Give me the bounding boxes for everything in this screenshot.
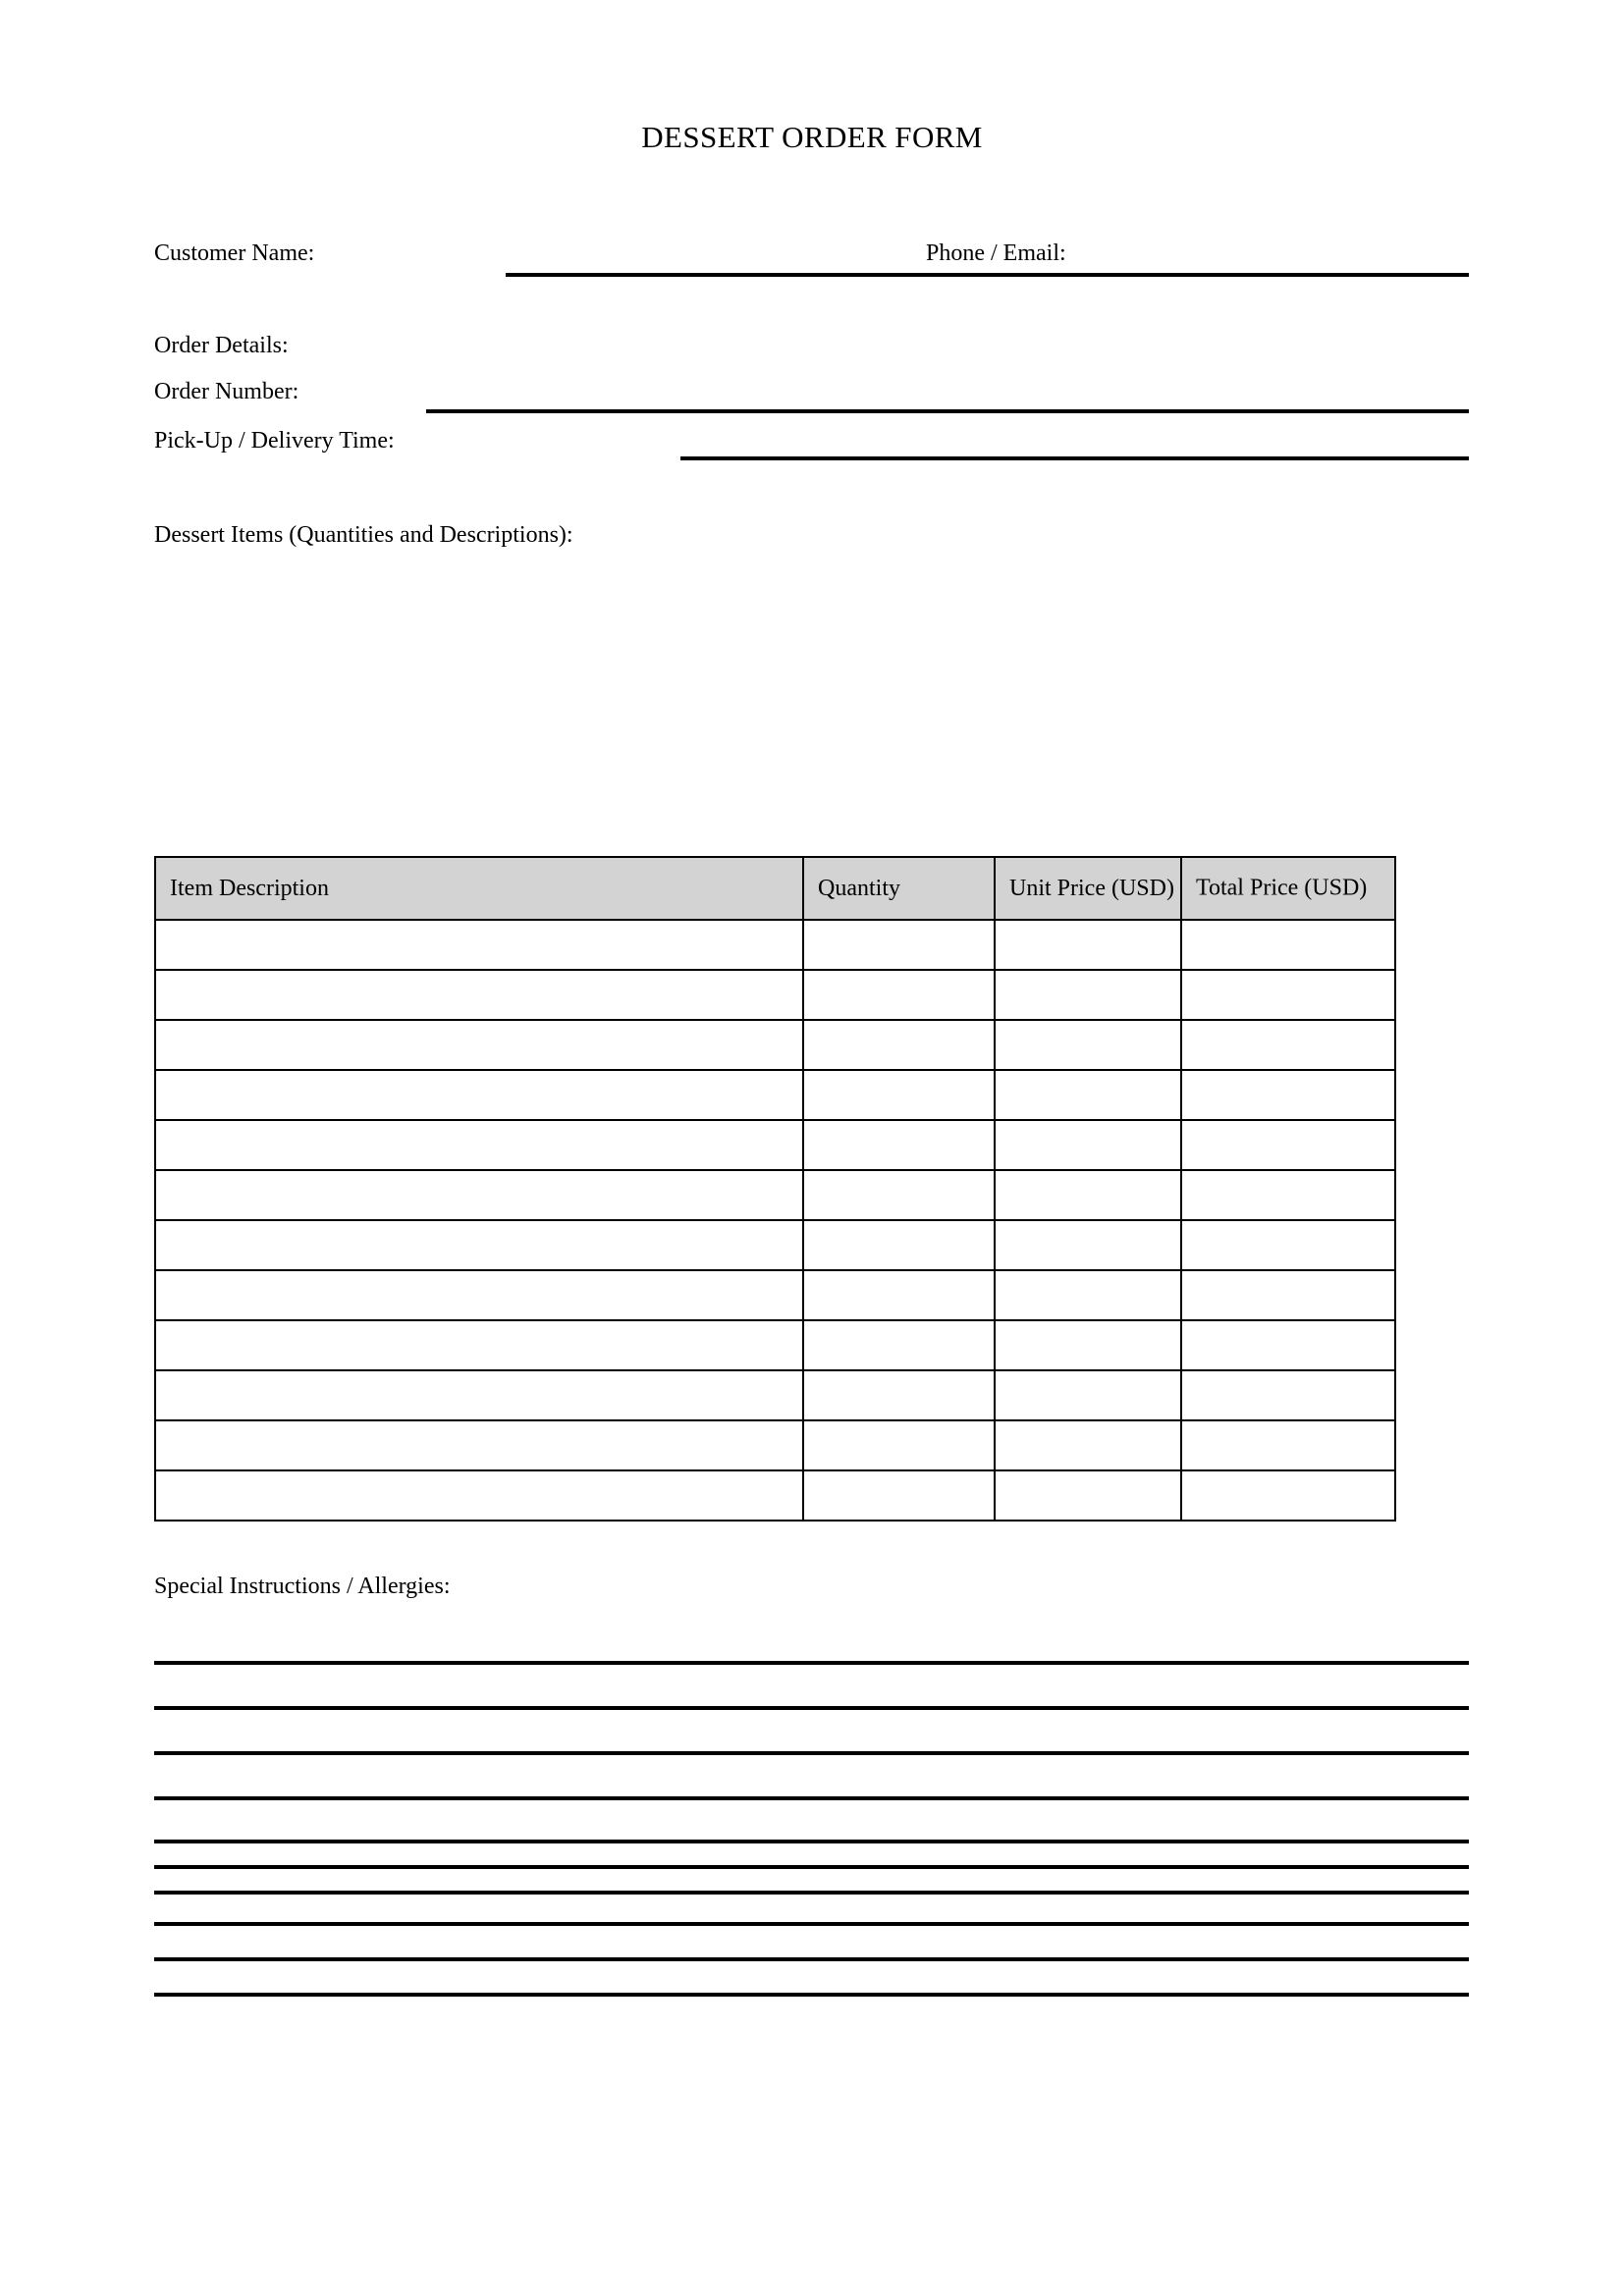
table-body [155, 920, 1395, 1521]
table-row [155, 1020, 1395, 1070]
cell-total-price[interactable] [1181, 1320, 1395, 1370]
cell-item-description[interactable] [155, 1220, 803, 1270]
column-header-unit-price-label: Unit Price (USD) [1009, 875, 1174, 901]
table-row [155, 1220, 1395, 1270]
cell-total-price[interactable] [1181, 1370, 1395, 1420]
cell-quantity[interactable] [803, 1270, 995, 1320]
table-row [155, 1320, 1395, 1370]
write-line[interactable] [154, 1865, 1469, 1869]
cell-item-description[interactable] [155, 1370, 803, 1420]
table-row [155, 1420, 1395, 1470]
cell-quantity[interactable] [803, 1170, 995, 1220]
cell-quantity[interactable] [803, 1220, 995, 1270]
cell-item-description[interactable] [155, 1170, 803, 1220]
cell-quantity[interactable] [803, 1070, 995, 1120]
cell-unit-price[interactable] [995, 1270, 1181, 1320]
cell-total-price[interactable] [1181, 1170, 1395, 1220]
cell-unit-price[interactable] [995, 1170, 1181, 1220]
cell-item-description[interactable] [155, 1020, 803, 1070]
special-instructions-label: Special Instructions / Allergies: [154, 1574, 451, 1599]
cell-unit-price[interactable] [995, 1120, 1181, 1170]
cell-unit-price[interactable] [995, 1020, 1181, 1070]
order-number-input-line[interactable] [426, 409, 1469, 413]
table-row [155, 1070, 1395, 1120]
write-line[interactable] [154, 1661, 1469, 1665]
write-line[interactable] [154, 1957, 1469, 1961]
order-details-label: Order Details: [154, 333, 289, 358]
write-line[interactable] [154, 1840, 1469, 1843]
table-row [155, 1270, 1395, 1320]
dessert-items-table [154, 856, 1396, 1522]
column-header-quantity-label: Quantity [818, 875, 900, 901]
table-header-row [155, 857, 1395, 920]
column-header-total-price [1181, 857, 1395, 920]
customer-name-label: Customer Name: [154, 240, 315, 266]
dessert-items-label: Dessert Items (Quantities and Descriptions): [154, 522, 573, 548]
table-row [155, 1370, 1395, 1420]
column-header-total-price-label: Total Price (USD) [1196, 875, 1368, 901]
table-row [155, 1170, 1395, 1220]
column-header-item-description [155, 857, 803, 920]
cell-quantity[interactable] [803, 1120, 995, 1170]
cell-item-description[interactable] [155, 970, 803, 1020]
customer-name-input-line[interactable] [506, 273, 1469, 277]
table-row [155, 920, 1395, 970]
cell-unit-price[interactable] [995, 1320, 1181, 1370]
write-line[interactable] [154, 1706, 1469, 1710]
cell-quantity[interactable] [803, 1320, 995, 1370]
cell-quantity[interactable] [803, 920, 995, 970]
cell-total-price[interactable] [1181, 1470, 1395, 1521]
cell-item-description[interactable] [155, 920, 803, 970]
cell-quantity[interactable] [803, 1020, 995, 1070]
order-number-label: Order Number: [154, 379, 299, 404]
cell-total-price[interactable] [1181, 1070, 1395, 1120]
cell-unit-price[interactable] [995, 1220, 1181, 1270]
cell-unit-price[interactable] [995, 1070, 1181, 1120]
cell-item-description[interactable] [155, 1070, 803, 1120]
cell-quantity[interactable] [803, 1370, 995, 1420]
cell-quantity[interactable] [803, 1420, 995, 1470]
cell-unit-price[interactable] [995, 1370, 1181, 1420]
cell-item-description[interactable] [155, 1470, 803, 1521]
column-header-item-description-label: Item Description [170, 875, 329, 901]
cell-unit-price[interactable] [995, 1470, 1181, 1521]
pickup-delivery-input-line[interactable] [680, 456, 1469, 460]
column-header-quantity [803, 857, 995, 920]
cell-total-price[interactable] [1181, 1220, 1395, 1270]
cell-total-price[interactable] [1181, 970, 1395, 1020]
write-line[interactable] [154, 1891, 1469, 1895]
cell-quantity[interactable] [803, 970, 995, 1020]
table-row [155, 1470, 1395, 1521]
cell-item-description[interactable] [155, 1120, 803, 1170]
page-title: DESSERT ORDER FORM [641, 120, 983, 154]
table-row [155, 1120, 1395, 1170]
cell-unit-price[interactable] [995, 1420, 1181, 1470]
cell-item-description[interactable] [155, 1270, 803, 1320]
cell-total-price[interactable] [1181, 1020, 1395, 1070]
write-line[interactable] [154, 1751, 1469, 1755]
cell-total-price[interactable] [1181, 1120, 1395, 1170]
cell-unit-price[interactable] [995, 970, 1181, 1020]
column-header-unit-price [995, 857, 1181, 920]
write-line[interactable] [154, 1796, 1469, 1800]
cell-quantity[interactable] [803, 1470, 995, 1521]
table-row [155, 970, 1395, 1020]
cell-total-price[interactable] [1181, 920, 1395, 970]
phone-email-label: Phone / Email: [926, 240, 1066, 266]
cell-total-price[interactable] [1181, 1270, 1395, 1320]
write-line[interactable] [154, 1993, 1469, 1997]
write-line[interactable] [154, 1922, 1469, 1926]
cell-unit-price[interactable] [995, 920, 1181, 970]
cell-total-price[interactable] [1181, 1420, 1395, 1470]
pickup-delivery-label: Pick-Up / Delivery Time: [154, 428, 395, 454]
cell-item-description[interactable] [155, 1320, 803, 1370]
cell-item-description[interactable] [155, 1420, 803, 1470]
